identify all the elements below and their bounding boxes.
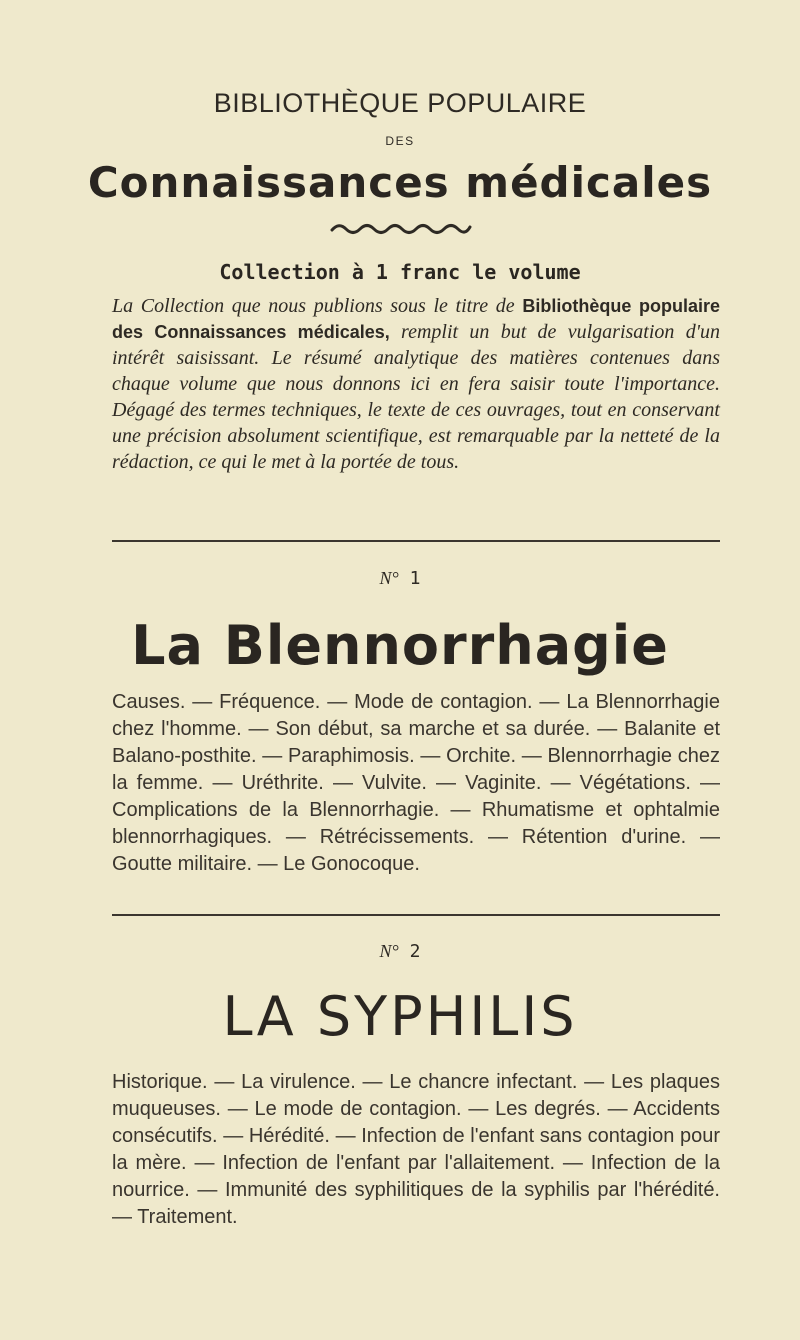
volume-contents: Causes. — Fréquence. — Mode de contagion. — La Blennorrhagie chez l'homme. — Son début, sa marche et sa durée. — Balanite et Balano-posthite. — Paraphimosis. — Orchite. — Blennorrhagie chez la femme. — Uréthrite. — Vulvite. — Vaginite. — Végétations. — Complications de la Blennorrhagie. — Rhumatisme et ophtalmie blennorrhagiques. — Rétrécissements. — Rétention d'urine. — Goutte militaire. — Le Gonocoque. (112, 691, 720, 875)
intro-part1: La Collection que nous publions sous le titre de (112, 295, 523, 317)
collection-price-line: Collection à 1 franc le volume (219, 260, 581, 284)
volume-number-label (0, 568, 800, 589)
des-label: DES (385, 134, 415, 148)
intro-part2: remplit un but de vulgarisation d'un intérêt saisissant. Le résumé analytique des matières contenues dans chaque volume que nous donnons ici en fera saisir toute l'importance. Dégagé des termes techniques, le texte de ces ouvrages, tout en conservant une précision absolument scientifique, est remarquable par la netteté de la rédaction, ce qui le met à la portée de tous. (112, 321, 720, 473)
divider-rule (112, 540, 720, 542)
number-prefix: N° (379, 568, 399, 588)
volume-number: 2 (409, 941, 421, 962)
volume-contents: Historique. — La virulence. — Le chancre infectant. — Les plaques muqueuses. — Le mode de contagion. — Les degrés. — Accidents consécutifs. — Hérédité. — Infection de l'enfant sans contagion pour la mère. — Infection de l'enfant par l'allaitement. — Infection de la nourrice. — Immunité des syphilitiques de la syphilis par l'hérédité. — Traitement. (112, 1071, 720, 1228)
number-prefix: N° (379, 941, 399, 961)
volume-number: 1 (409, 568, 421, 589)
volume-number-label (0, 941, 800, 962)
intro-bold: Bibliothèque populaire des Connaissances médicales, (112, 296, 720, 342)
series-title: Connaissances médicales (87, 158, 713, 207)
volume-title: LA SYPHILIS (222, 985, 578, 1048)
collection-intro (112, 293, 720, 475)
volume-title: La Blennorrhagie (131, 614, 669, 677)
wavy-ornament-icon (330, 220, 472, 236)
divider-rule (112, 914, 720, 916)
library-heading: BIBLIOTHÈQUE POPULAIRE (213, 88, 587, 118)
